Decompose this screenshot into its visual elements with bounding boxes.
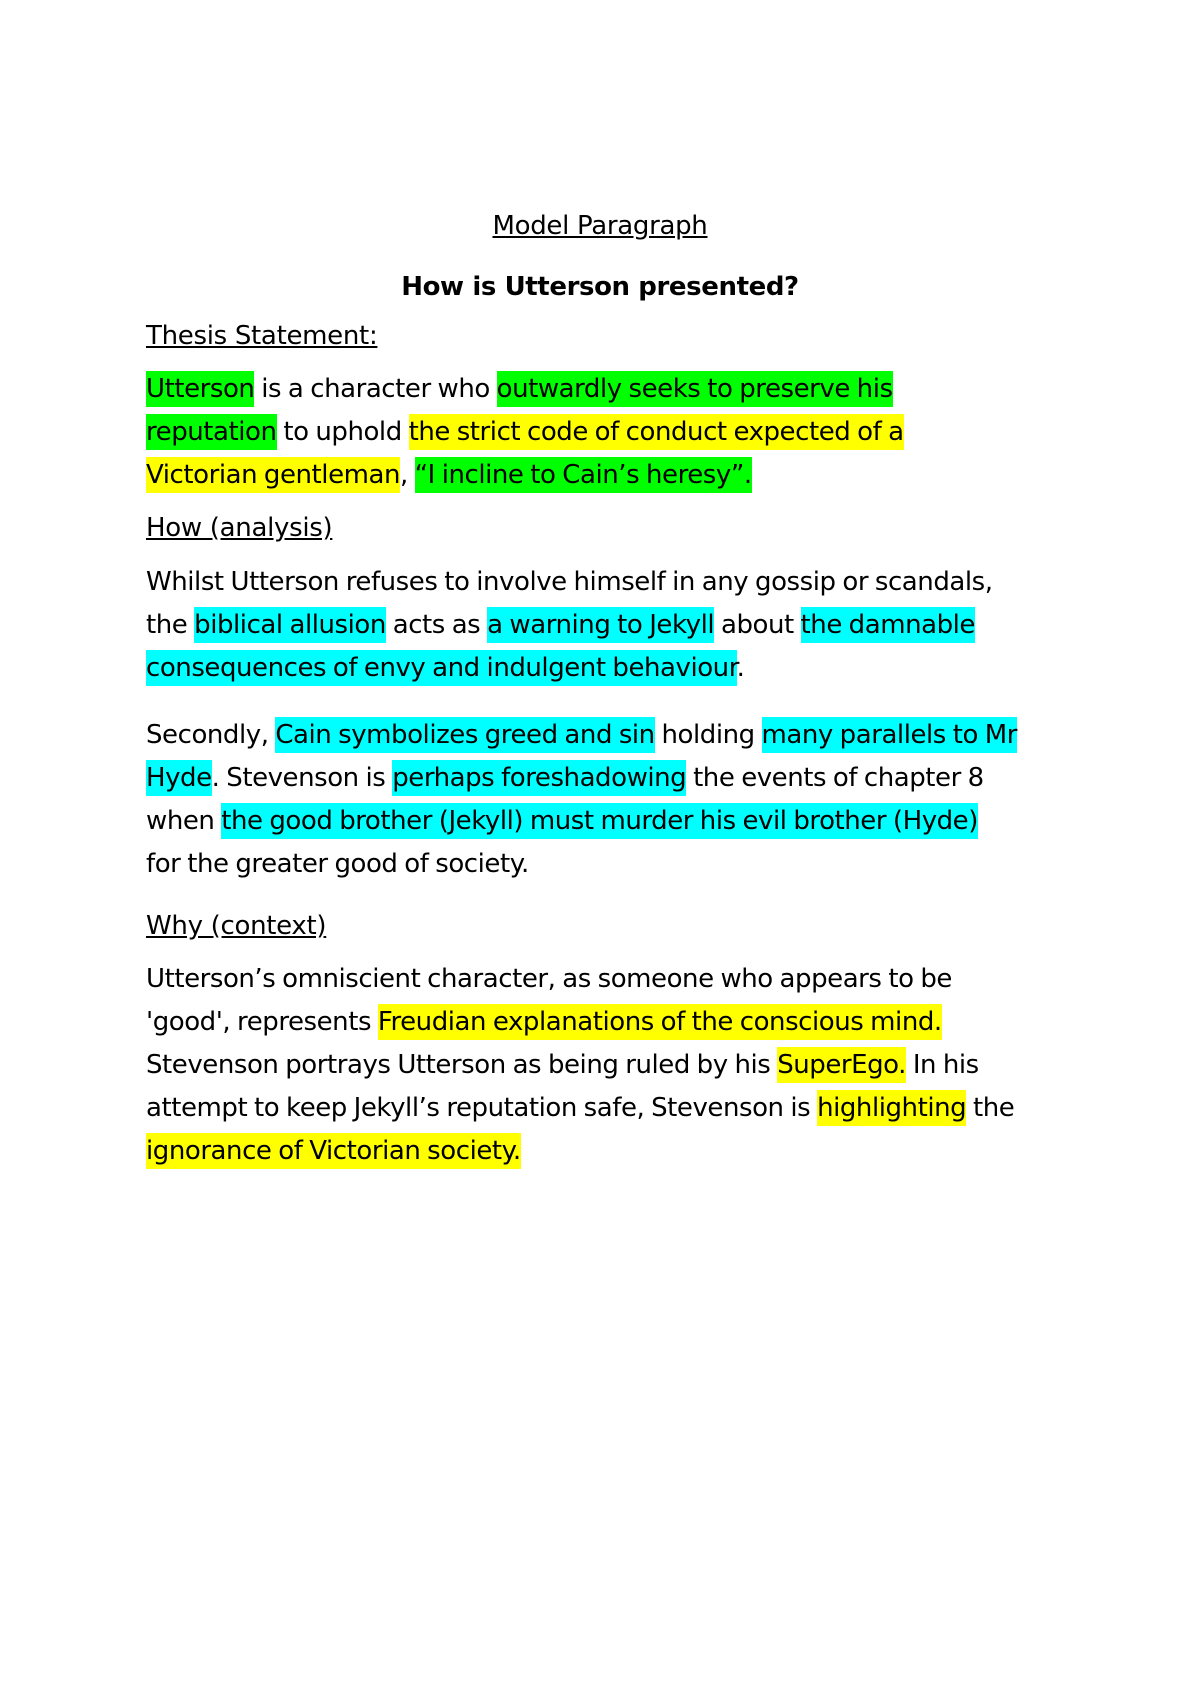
thesis-paragraph (146, 368, 1076, 497)
text-run: the (966, 1093, 1015, 1123)
yellow-highlight: ignorance of Victorian society. (146, 1133, 521, 1169)
document-title: Model Paragraph (492, 211, 708, 241)
text-line (146, 1044, 1076, 1087)
text-run: Stevenson portrays Utterson as being ruled by his (146, 1050, 778, 1080)
yellow-highlight: SuperEgo. (777, 1047, 906, 1083)
cyan-highlight: a warning to Jekyll (487, 607, 714, 643)
cyan-highlight: the damnable (801, 607, 975, 643)
text-run: is a character who (254, 374, 497, 404)
text-run: acts as (385, 610, 488, 640)
text-run: In his (906, 1050, 979, 1080)
yellow-highlight: highlighting (817, 1090, 966, 1126)
green-highlight: reputation (146, 414, 277, 450)
text-run: 'good', represents (146, 1007, 378, 1037)
text-run: Whilst Utterson refuses to involve himself in any gossip or scandals, (146, 567, 993, 597)
cyan-highlight: Hyde (146, 760, 212, 796)
cyan-highlight: biblical allusion (194, 607, 386, 643)
text-run: . (736, 653, 745, 683)
text-line (146, 368, 1076, 411)
cyan-highlight: Cain symbolizes greed and sin (275, 717, 654, 753)
text-line (146, 843, 1076, 886)
text-run: , (400, 460, 415, 490)
green-highlight: outwardly seeks to preserve his (497, 371, 893, 407)
cyan-highlight: consequences of envy and indulgent behaviour (146, 650, 737, 686)
text-run: to uphold (276, 417, 409, 447)
text-line (146, 411, 1076, 454)
text-run: about (714, 610, 801, 640)
green-highlight: Utterson (146, 371, 254, 407)
text-line (146, 1130, 1076, 1173)
cyan-highlight: perhaps foreshadowing (392, 760, 686, 796)
text-line (146, 800, 1076, 843)
text-line (146, 647, 1076, 690)
text-line (146, 714, 1076, 757)
yellow-highlight: Freudian explanations of the conscious mind. (378, 1004, 942, 1040)
cyan-highlight: many parallels to Mr (762, 717, 1017, 753)
text-run: the (146, 610, 195, 640)
text-run: the events of chapter 8 (686, 763, 984, 793)
yellow-highlight: Victorian gentleman (146, 457, 400, 493)
analysis-heading: How (analysis) (146, 513, 333, 543)
text-line (146, 454, 1076, 497)
thesis-heading: Thesis Statement: (146, 321, 378, 351)
analysis-paragraph-1 (146, 561, 1076, 690)
text-run: when (146, 806, 222, 836)
text-line (146, 958, 1076, 1001)
essay-question: How is Utterson presented? (401, 272, 799, 302)
text-line (146, 561, 1076, 604)
text-line (146, 757, 1076, 800)
green-highlight: “I incline to Cain’s heresy”. (415, 457, 752, 493)
text-line (146, 1001, 1076, 1044)
text-run: for the greater good of society. (146, 849, 529, 879)
text-run: Secondly, (146, 720, 276, 750)
context-paragraph (146, 958, 1076, 1173)
text-run: . Stevenson is (211, 763, 393, 793)
yellow-highlight: the strict code of conduct expected of a (409, 414, 904, 450)
text-line (146, 1087, 1076, 1130)
cyan-highlight: the good brother (Jekyll) must murder his evil brother (Hyde) (221, 803, 978, 839)
text-run: holding (654, 720, 762, 750)
context-heading: Why (context) (146, 911, 327, 941)
text-run: Utterson’s omniscient character, as someone who appears to be (146, 964, 952, 994)
analysis-paragraph-2 (146, 714, 1076, 886)
text-line (146, 604, 1076, 647)
text-run: attempt to keep Jekyll’s reputation safe, Stevenson is (146, 1093, 818, 1123)
